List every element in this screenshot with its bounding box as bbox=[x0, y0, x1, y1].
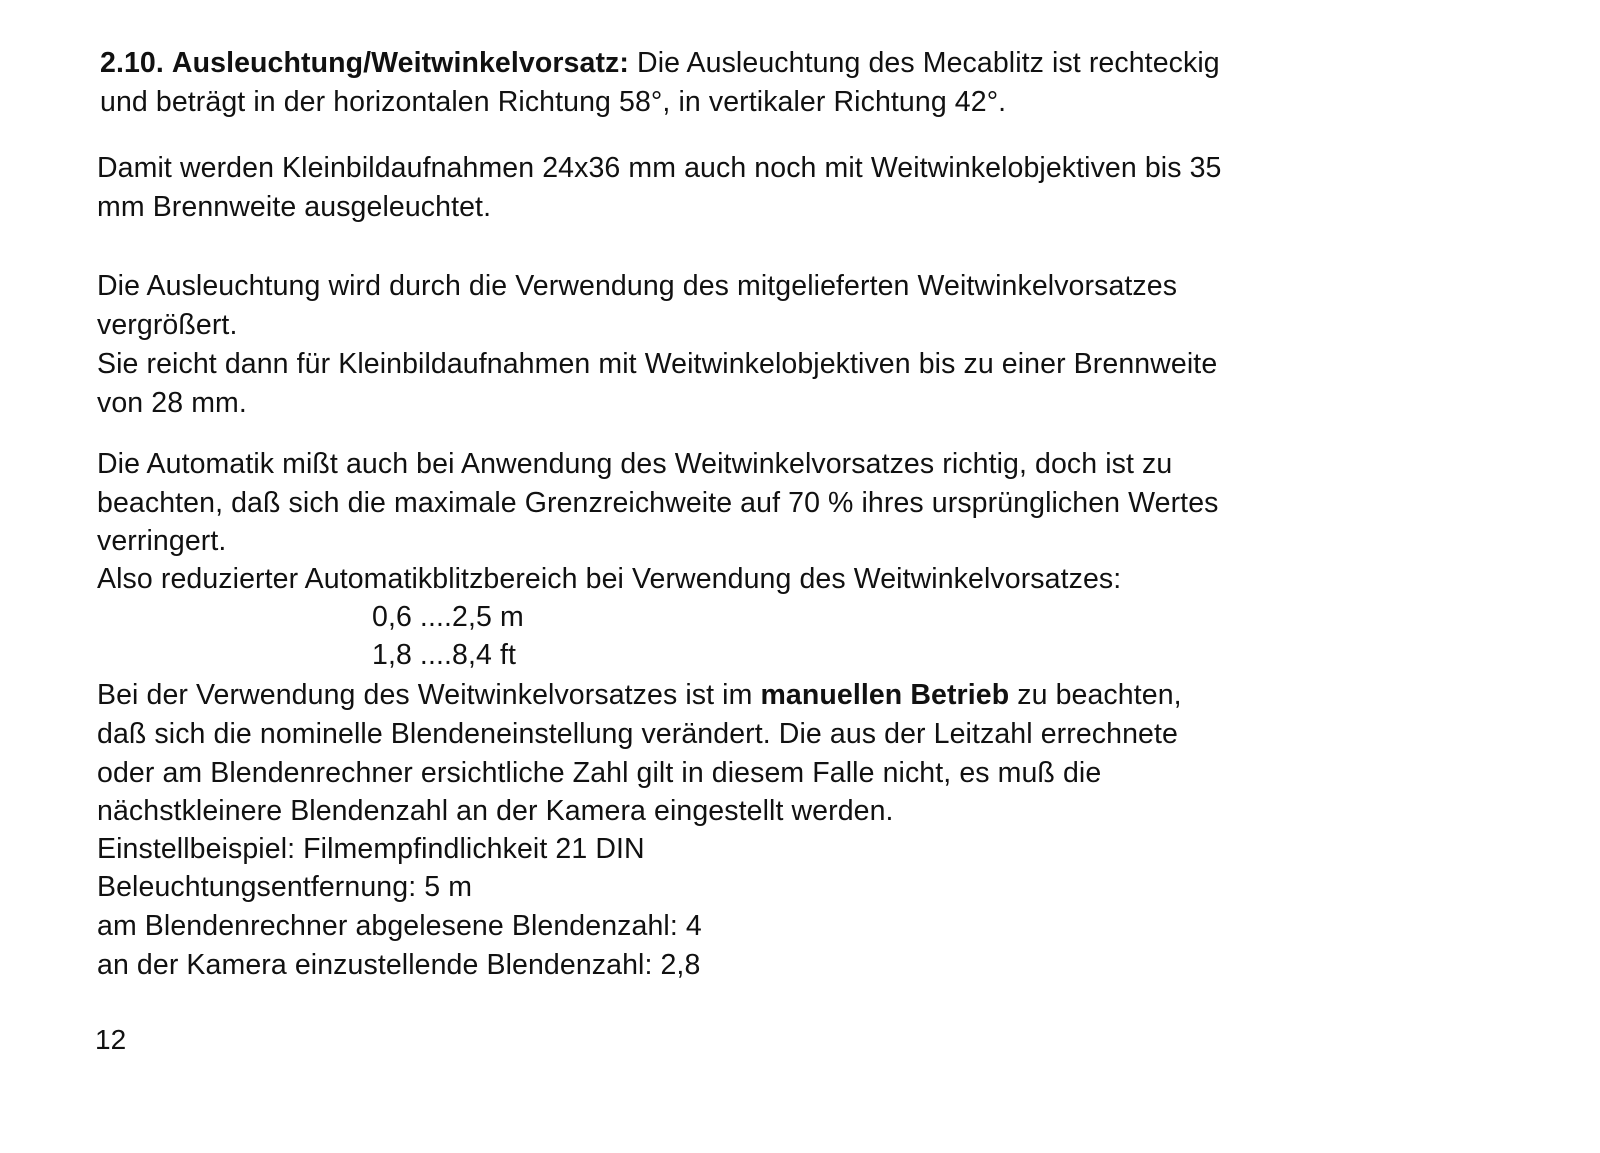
paragraph-4-line-1: Die Automatik mißt auch bei Anwendung des Weitwinkelvorsatzes richtig, doch ist zu bbox=[97, 448, 1173, 480]
paragraph-3-line-3: Sie reicht dann für Kleinbildaufnahmen mit Weitwinkelobjektiven bis zu einer Brennweite bbox=[97, 348, 1218, 380]
example-line-3: am Blendenrechner abgelesene Blendenzahl: 4 bbox=[97, 910, 702, 942]
range-meters: 0,6 ....2,5 m bbox=[372, 601, 524, 633]
paragraph-2-line-2: mm Brennweite ausgeleuchtet. bbox=[97, 191, 492, 223]
manual-mode-emphasis: manuellen Betrieb bbox=[760, 679, 1010, 711]
page-number: 12 bbox=[95, 1024, 127, 1055]
paragraph-3-line-1: Die Ausleuchtung wird durch die Verwendung des mitgelieferten Weitwinkelvorsatzes bbox=[97, 270, 1178, 302]
paragraph-4-line-4: Also reduzierter Automatikblitzbereich bei Verwendung des Weitwinkelvorsatzes: bbox=[97, 563, 1122, 595]
paragraph-5-line-2: daß sich die nominelle Blendeneinstellung verändert. Die aus der Leitzahl errechnete bbox=[97, 718, 1178, 750]
section-number: 2.10. bbox=[100, 47, 164, 79]
section-intro-line-2: und beträgt in der horizontalen Richtung 58°, in vertikaler Richtung 42°. bbox=[100, 86, 1007, 118]
section-heading-line bbox=[100, 45, 1220, 81]
section-heading: Ausleuchtung/Weitwinkelvorsatz: bbox=[171, 47, 629, 79]
paragraph-3-line-2: vergrößert. bbox=[97, 309, 238, 341]
example-line-1: Einstellbeispiel: Filmempfindlichkeit 21 DIN bbox=[97, 833, 645, 865]
paragraph-5-line-4: nächstkleinere Blendenzahl an der Kamera eingestellt werden. bbox=[97, 795, 894, 827]
range-feet: 1,8 ....8,4 ft bbox=[372, 639, 516, 671]
paragraph-5-line-1-end: zu beachten, bbox=[1017, 679, 1182, 711]
paragraph-2-line-1: Damit werden Kleinbildaufnahmen 24x36 mm auch noch mit Weitwinkelobjektiven bis 35 bbox=[97, 152, 1222, 184]
example-line-4: an der Kamera einzustellende Blendenzahl: 2,8 bbox=[97, 949, 701, 981]
paragraph-5-line-1-start: Bei der Verwendung des Weitwinkelvorsatzes ist im bbox=[97, 679, 753, 711]
paragraph-4-line-3: verringert. bbox=[97, 525, 227, 557]
paragraph-4-line-2: beachten, daß sich die maximale Grenzreichweite auf 70 % ihres ursprünglichen Wertes bbox=[97, 487, 1219, 519]
example-line-2: Beleuchtungsentfernung: 5 m bbox=[97, 871, 473, 903]
paragraph-5-line-1 bbox=[97, 677, 1182, 713]
section-intro-text: Die Ausleuchtung des Mecablitz ist rechteckig bbox=[637, 47, 1220, 79]
paragraph-5-line-3: oder am Blendenrechner ersichtliche Zahl gilt in diesem Falle nicht, es muß die bbox=[97, 757, 1102, 789]
paragraph-3-line-4: von 28 mm. bbox=[97, 387, 247, 419]
